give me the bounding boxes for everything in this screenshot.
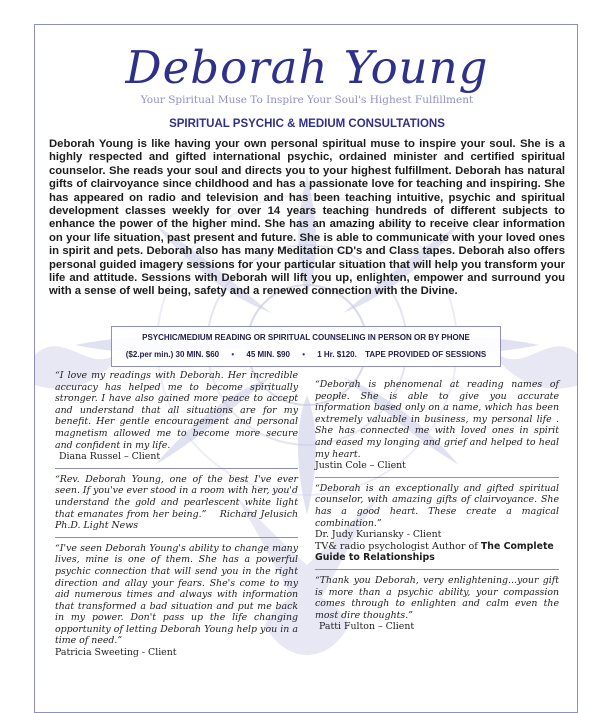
testimonial (315, 483, 559, 564)
testimonial-quote: “Rev. Deborah Young, one of the best I've ever seen. If you've ever stood in a room with her, you'd understand the gold and pearlescent white light that emanates from her being.” Richard Jelusich Ph.D. Light News (55, 473, 299, 532)
divider (315, 477, 559, 478)
bullet-separator: • (302, 350, 305, 359)
testimonial-author: Diana Russel – Client (59, 451, 161, 463)
tagline: Your Spiritual Muse To Inspire Your Soul's Highest Fulfillment (140, 94, 474, 106)
intro-paragraph: Deborah Young is like having your own personal spiritual muse to inspire your soul. She is a highly respected and gifted international psychic, ordained minister and certified spiritual counselor. She reads your soul and directs you to your highest fulfillment. Deborah has natural gifts of clairvoyance since childhood and has a passionate love for teaching and inspiring. She has appeared on radio and television and has been teaching intuitive, psychic and spiritual development classes weekly for over 14 years teaching hundreds of different subjects to enhance the power of the higher mind. She has an amazing ability to receive clear information on your life situation, past present and future. She is able to communicate with your loved ones in spirit and pets. Deborah also has many Meditation CD's and Class tapes. Deborah also offers personal guided imagery sessions for your particular situation that will help you transform your life and attitude. Sessions with Deborah will lift you up, enlighten, empower and surround you with a sense of well being, safety and a renewed connection with the Divine. (49, 138, 565, 298)
testimonial-quote: “I've seen Deborah Young's ability to change many lives, mine is one of them. She has a powerful psychic connection that will send you in the right direction and allay your fears. She's come to my aid numerous times and always with information that transformed a bad situation and put me back in my power. Don't pass up the life changing opportunity of letting Deborah Young help you in a time of need.” (55, 542, 298, 647)
testimonial-quote: “Deborah is phenomenal at reading names of people. She is able to give you accurate information based only on a name, which has been extremely valuable in business, my personal life . She has connected me with loved ones in spirit and eased my longing and grief and helped to heal my heart. (315, 379, 559, 460)
pricing-box (111, 326, 501, 367)
testimonial (55, 543, 298, 659)
testimonial-author: Patti Fulton – Client (319, 621, 415, 633)
section-title: SPIRITUAL PSYCHIC & MEDIUM CONSULTATIONS (169, 118, 445, 130)
pricing-heading: PSYCHIC/MEDIUM READING OR SPIRITUAL COUNSELING IN PERSON OR BY PHONE (142, 333, 470, 342)
pricing-option-45: 45 MIN. $90 (246, 350, 290, 359)
testimonials-left (55, 370, 298, 659)
pricing-options (112, 350, 500, 359)
author-credentials: TV& radio psychologist Author of The Complete Guide to Relationships (315, 540, 554, 564)
testimonial-author: Justin Cole – Client (315, 460, 406, 472)
pricing-rate: ($2.per min.) (125, 350, 174, 359)
divider (55, 468, 298, 469)
pricing-tape: TAPE PROVIDED OF SESSIONS (365, 350, 487, 359)
divider (315, 569, 559, 570)
testimonial-author: Patricia Sweeting - Client (55, 647, 177, 659)
testimonial-quote: “Deborah is an exceptionally and gifted spiritual counselor, with amazing gifts of clairvoyance. She has a good heart. These create a magical combination.” (315, 482, 559, 529)
book-title: The Complete Guide to Relationships (315, 540, 554, 564)
testimonial-author: Richard Jelusich Ph.D. Light News (55, 508, 299, 532)
bullet-separator: • (231, 350, 235, 359)
pricing-option-30: 30 MIN. $60 (175, 350, 220, 359)
testimonial-author: Dr. Judy Kuriansky - Client (315, 529, 442, 541)
testimonial (315, 575, 559, 633)
testimonials-right (315, 379, 559, 633)
testimonial (55, 370, 298, 463)
divider (55, 537, 298, 538)
page-frame (34, 24, 578, 713)
testimonial (315, 379, 559, 472)
page-title: Deborah Young (125, 41, 489, 94)
testimonial-quote: “Thank you Deborah, very enlightening...your gift is more than a psychic ability, your compassion comes through to enlighten and calm even the most dire thoughts.” (315, 574, 559, 621)
testimonial-quote: “I love my readings with Deborah. Her incredible accuracy has helped me to become spiritually stronger. I have also gained more peace to accept and understand that all situations are for my benefit. Her gentle encouragement and personal magnetism allowed me to become more secure and confident in my life. (55, 370, 298, 451)
testimonial (55, 474, 298, 532)
pricing-option-60: 1 Hr. $120. (317, 350, 357, 359)
